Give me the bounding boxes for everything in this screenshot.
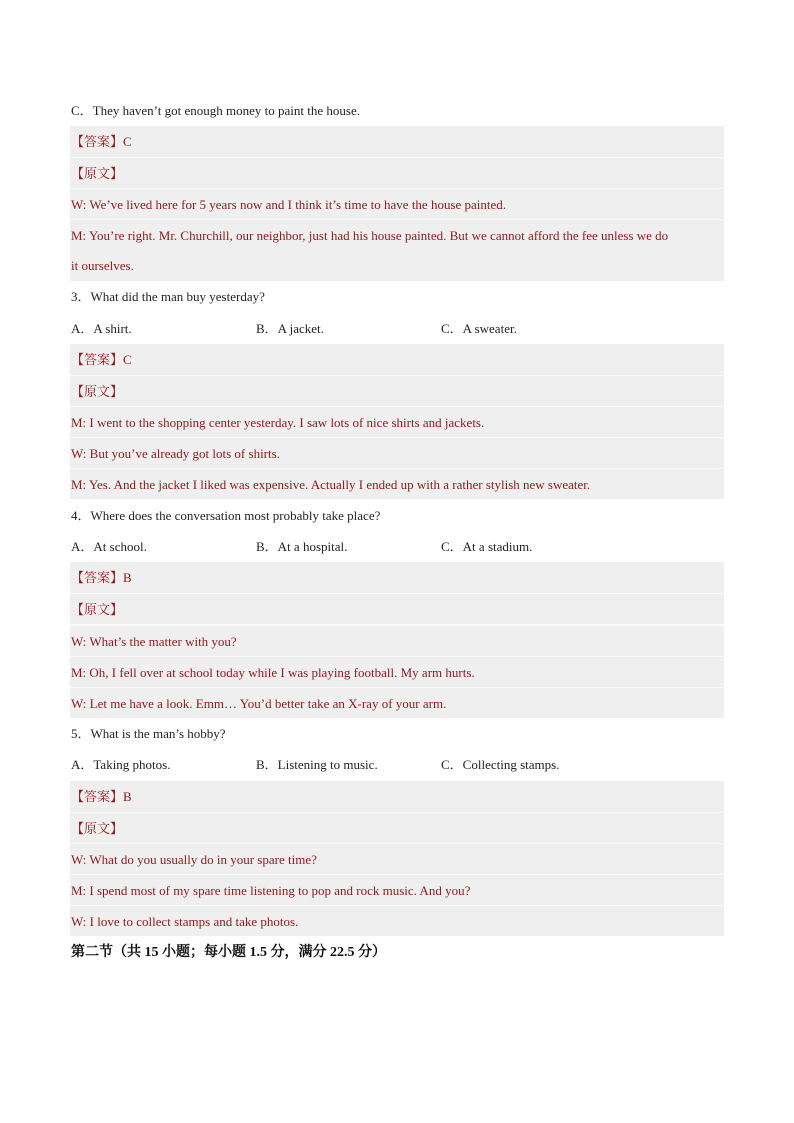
question-3-stem: 3．What did the man buy yesterday? bbox=[71, 289, 265, 304]
question-3-answer bbox=[70, 344, 724, 375]
question-4-stem: 4．Where does the conversation most probably take place? bbox=[71, 508, 381, 523]
question-4-transcript-line: M: Oh, I fell over at school today while I was playing football. My arm hurts. bbox=[70, 656, 724, 687]
option-b: B．At a hospital. bbox=[256, 539, 348, 554]
question-2-transcript-label: 【原文】 bbox=[70, 157, 724, 188]
question-5-transcript-label: 【原文】 bbox=[70, 812, 724, 843]
section-heading: 第二节（共 15 小题；每小题 1.5 分，满分 22.5 分） bbox=[71, 945, 386, 960]
answer-label: 【答案】 bbox=[71, 352, 124, 367]
question-3-transcript-line: W: But you’ve already got lots of shirts. bbox=[70, 437, 724, 468]
question-2-transcript-line: it ourselves. bbox=[70, 250, 724, 281]
question-5-answer bbox=[70, 781, 724, 812]
question-3-options bbox=[70, 313, 724, 344]
answer-label: 【答案】 bbox=[71, 570, 124, 585]
answer-value: B bbox=[123, 789, 132, 804]
question-4-transcript-line: W: What’s the matter with you? bbox=[70, 625, 724, 656]
question-4-transcript-label: 【原文】 bbox=[70, 593, 724, 624]
option-b: B．Listening to music. bbox=[256, 757, 378, 772]
question-5-transcript-line: M: I spend most of my spare time listening to pop and rock music. And you? bbox=[70, 874, 724, 905]
option-c: C．At a stadium. bbox=[441, 539, 533, 554]
answer-value: B bbox=[123, 570, 132, 585]
option-c: C．Collecting stamps. bbox=[441, 757, 560, 772]
question-5-transcript-line: W: What do you usually do in your spare time? bbox=[70, 843, 724, 874]
question-4-answer bbox=[70, 562, 724, 593]
question-3-transcript-line: M: Yes. And the jacket I liked was expensive. Actually I ended up with a rather stylish new sweater. bbox=[70, 468, 724, 499]
answer-label: 【答案】 bbox=[71, 134, 124, 149]
answer-value: C bbox=[123, 352, 132, 367]
option-a: A．Taking photos. bbox=[71, 757, 171, 772]
question-5-transcript-line: W: I love to collect stamps and take photos. bbox=[70, 905, 724, 936]
answer-value: C bbox=[123, 134, 132, 149]
option-c: C．A sweater. bbox=[441, 321, 517, 336]
question-2-option-c: C．They haven’t got enough money to paint the house. bbox=[71, 103, 360, 118]
question-4-transcript-line: W: Let me have a look. Emm… You’d better take an X-ray of your arm. bbox=[70, 687, 724, 718]
answer-label: 【答案】 bbox=[71, 789, 124, 804]
question-3-transcript-label: 【原文】 bbox=[70, 375, 724, 406]
question-2-answer bbox=[70, 126, 724, 157]
option-a: A．At school. bbox=[71, 539, 147, 554]
question-3-transcript-line: M: I went to the shopping center yesterday. I saw lots of nice shirts and jackets. bbox=[70, 406, 724, 437]
question-4-options bbox=[70, 531, 724, 562]
option-a: A．A shirt. bbox=[71, 321, 132, 336]
question-2-transcript-line: W: We’ve lived here for 5 years now and I think it’s time to have the house painted. bbox=[70, 188, 724, 219]
question-5-stem: 5．What is the man’s hobby? bbox=[71, 726, 226, 741]
question-2-transcript-line: M: You’re right. Mr. Churchill, our neighbor, just had his house painted. But we cannot afford the fee unless we do bbox=[70, 219, 724, 250]
question-5-options bbox=[70, 749, 724, 780]
option-b: B．A jacket. bbox=[256, 321, 324, 336]
